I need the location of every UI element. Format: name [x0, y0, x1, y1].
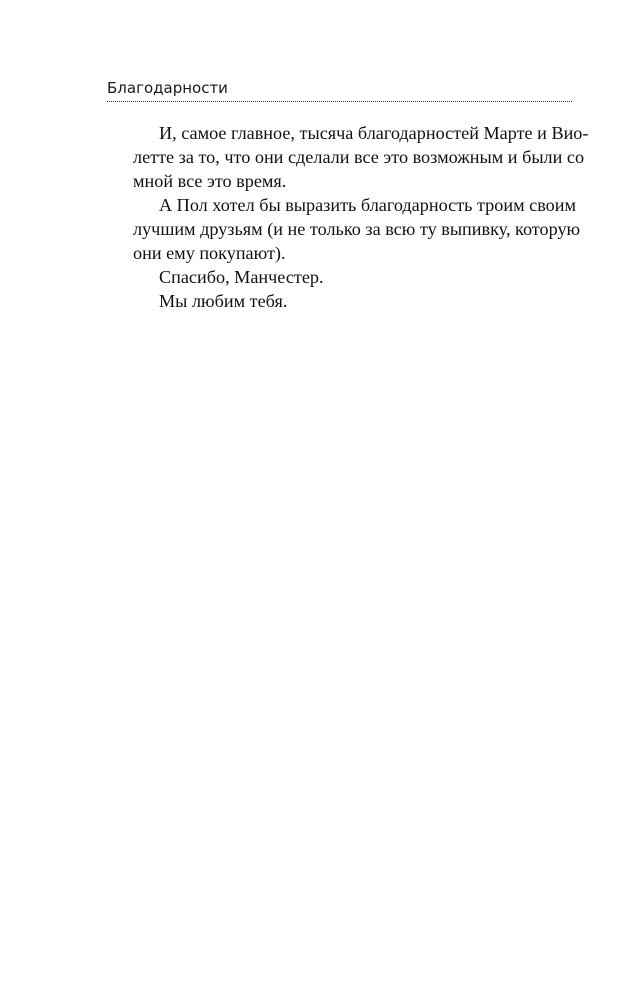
running-head-rule — [107, 101, 572, 102]
paragraph-we-love-you — [107, 289, 572, 313]
paragraph-line: летте за то, что они сделали все это возможным и были со — [133, 147, 585, 167]
paragraph-line: мной все это время. — [133, 171, 287, 191]
paragraph-line: Мы любим тебя. — [159, 291, 288, 311]
paragraph-thanks-friends — [107, 193, 581, 265]
paragraph-line: они ему покупают). — [133, 243, 286, 263]
body-text — [107, 121, 589, 313]
paragraph-line: А Пол хотел бы выразить благодарность троим своим — [159, 195, 576, 215]
paragraph-line: И, самое главное, тысяча благодарностей Марте и Вио- — [159, 123, 589, 143]
paragraph-line: лучшим друзьям (и не только за всю ту выпивку, которую — [133, 219, 581, 239]
paragraph-thanks-manchester — [107, 265, 572, 289]
running-head: Благодарности — [107, 79, 228, 97]
paragraph-line: Спасибо, Манчестер. — [159, 267, 324, 287]
paragraph-thanks-marta-violetta — [107, 121, 589, 193]
